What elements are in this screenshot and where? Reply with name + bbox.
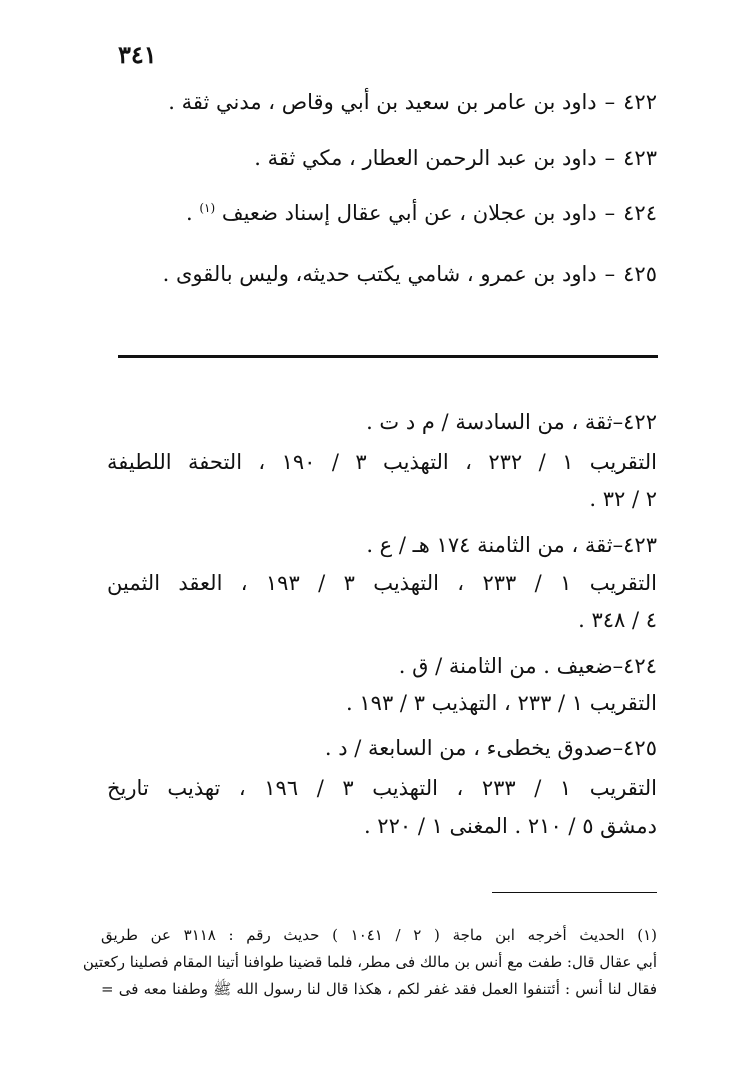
section-divider <box>118 355 658 358</box>
note-number: ٤٢٥ <box>623 736 657 760</box>
note-dash: – <box>612 654 624 678</box>
entry-424 <box>186 201 657 225</box>
note-head-text: ثقة ، من الثامنة ١٧٤ هـ / ع . <box>366 533 613 557</box>
entry-text: داود بن عبد الرحمن العطار ، مكي ثقة . <box>254 146 597 170</box>
footnote-line-2: أبي عقال قال: طفت مع أنس بن مالك فى مطر، فلما قضينا طوافنا أتينا المقام فصلينا ركعتين <box>82 953 657 971</box>
footnote-line-1: (١) الحديث أخرجه ابن ماجة ( ٢ / ١٠٤١ ) حديث رقم : ٣١١٨ عن طريق <box>101 926 657 944</box>
note-head-text: صدوق يخطىء ، من السابعة / د . <box>324 736 613 760</box>
entry-number: ٤٢٢ <box>623 90 657 114</box>
entry-text: داود بن عامر بن سعيد بن أبي وقاص ، مدني ثقة . <box>168 90 597 114</box>
page-number: ٣٤١ <box>118 40 157 69</box>
entry-dash: – <box>604 262 616 286</box>
entry-number: ٤٢٤ <box>623 201 657 225</box>
entry-tail: . <box>185 201 200 225</box>
note-425-head <box>325 736 657 760</box>
note-dash: – <box>612 410 624 434</box>
footnote-line-3: فقال لنا أنس : أئتنفوا العمل فقد غفر لكم ، هكذا قال لنا رسول الله ﷺ وطفنا معه فى = <box>101 980 657 998</box>
note-422-head <box>366 410 657 434</box>
footnote-marker: (١) <box>199 201 216 215</box>
note-dash: – <box>612 533 624 557</box>
note-425-line-2: دمشق ٥ / ٢١٠ . المغنى ١ / ٢٢٠ . <box>363 814 657 838</box>
entry-dash: – <box>604 146 616 170</box>
note-422-line-1: التقريب ١ / ٢٣٢ ، التهذيب ٣ / ١٩٠ ، التحفة اللطيفة <box>107 450 657 474</box>
note-423-head <box>366 533 657 557</box>
note-number: ٤٢٣ <box>623 533 657 557</box>
note-424-line-1: التقريب ١ / ٢٣٣ ، التهذيب ٣ / ١٩٣ . <box>346 691 657 715</box>
note-423-line-1: التقريب ١ / ٢٣٣ ، التهذيب ٣ / ١٩٣ ، العقد الثمين <box>107 571 657 595</box>
entry-text: داود بن عجلان ، عن أبي عقال إسناد ضعيف <box>221 201 597 225</box>
entry-dash: – <box>604 90 616 114</box>
note-423-line-2: ٤ / ٣٤٨ . <box>578 608 657 632</box>
entry-423 <box>254 146 657 170</box>
note-422-line-2: ٢ / ٣٢ . <box>589 487 657 511</box>
entry-text: داود بن عمرو ، شامي يكتب حديثه، وليس بالقوى . <box>162 262 597 286</box>
entry-422 <box>168 90 657 114</box>
entry-425 <box>163 262 657 286</box>
note-424-head <box>399 654 657 678</box>
entry-number: ٤٢٥ <box>623 262 657 286</box>
note-head-text: ضعيف . من الثامنة / ق . <box>398 654 613 678</box>
note-dash: – <box>612 736 624 760</box>
footnote-divider <box>492 892 657 893</box>
note-head-text: ثقة ، من السادسة / م د ت . <box>366 410 613 434</box>
note-425-line-1: التقريب ١ / ٢٣٣ ، التهذيب ٣ / ١٩٦ ، تهذيب تاريخ <box>107 776 657 800</box>
entry-dash: – <box>604 201 616 225</box>
note-number: ٤٢٤ <box>623 654 657 678</box>
note-number: ٤٢٢ <box>623 410 657 434</box>
entry-number: ٤٢٣ <box>623 146 657 170</box>
